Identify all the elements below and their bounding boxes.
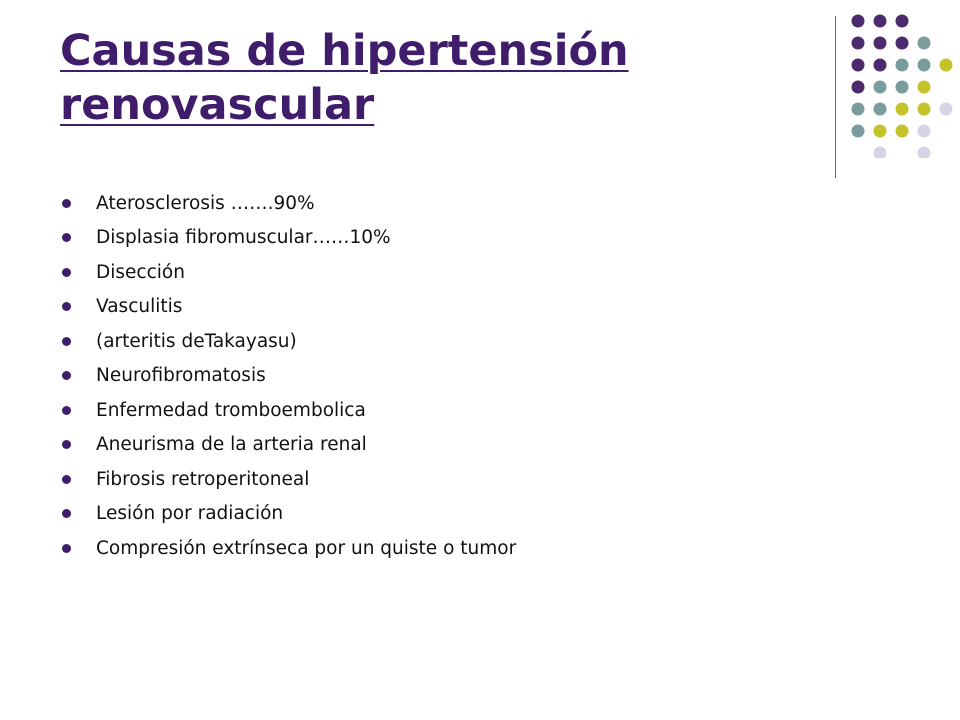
- bullet-item: [62, 462, 782, 497]
- bullet-item: [62, 531, 782, 566]
- bullet-item: [62, 324, 782, 359]
- decor-dot: [874, 125, 887, 138]
- bullet-marker: [62, 337, 71, 346]
- decor-dot: [918, 103, 931, 116]
- bullet-text: Fibrosis retroperitoneal: [96, 468, 310, 490]
- bullet-text: (arteritis deTakayasu): [96, 330, 297, 352]
- vertical-divider: [835, 16, 836, 178]
- bullet-text: Lesión por radiación: [96, 503, 284, 525]
- bullet-marker: [62, 544, 71, 553]
- decor-dot: [874, 103, 887, 116]
- decor-dot: [896, 125, 909, 138]
- bullet-item: [62, 255, 782, 290]
- bullet-text: Vasculitis: [96, 296, 183, 318]
- bullet-text: Compresión extrínseca por un quiste o tumor: [96, 537, 517, 559]
- decorative-dot-grid: [844, 8, 956, 158]
- bullet-text: Disección: [96, 261, 185, 283]
- slide-title-line-2: renovascular: [60, 80, 375, 130]
- slide-title: [60, 24, 780, 132]
- bullet-marker: [62, 302, 71, 311]
- decor-dot: [852, 15, 865, 28]
- decor-dot: [918, 59, 931, 72]
- decor-dot: [918, 37, 931, 50]
- bullet-marker: [62, 233, 71, 242]
- bullet-marker: [62, 440, 71, 449]
- decor-dot: [918, 81, 931, 94]
- bullet-marker: [62, 199, 71, 208]
- decor-dot: [852, 59, 865, 72]
- decor-dot: [896, 81, 909, 94]
- decor-dot: [918, 125, 931, 138]
- bullet-marker: [62, 371, 71, 380]
- decor-dot: [896, 103, 909, 116]
- decor-dot: [852, 37, 865, 50]
- decor-dot: [874, 15, 887, 28]
- bullet-list: [62, 186, 782, 566]
- bullet-item: [62, 393, 782, 428]
- bullet-item: [62, 428, 782, 463]
- decor-dot: [852, 103, 865, 116]
- decor-dot: [874, 147, 887, 159]
- bullet-text: Aterosclerosis …….90%: [96, 192, 315, 214]
- decor-dot: [940, 103, 953, 116]
- decor-dot: [896, 59, 909, 72]
- bullet-marker: [62, 475, 71, 484]
- decor-dot: [918, 147, 931, 159]
- bullet-text: Neurofibromatosis: [96, 365, 266, 387]
- decor-dot: [852, 81, 865, 94]
- bullet-item: [62, 359, 782, 394]
- decor-dot: [896, 37, 909, 50]
- bullet-text: Displasia fibromuscular……10%: [96, 227, 391, 249]
- decor-dot: [874, 37, 887, 50]
- decor-dot: [874, 81, 887, 94]
- bullet-text: Enfermedad tromboembolica: [96, 399, 366, 421]
- bullet-text: Aneurisma de la arteria renal: [96, 434, 367, 456]
- bullet-marker: [62, 406, 71, 415]
- bullet-marker: [62, 509, 71, 518]
- decor-dot: [874, 59, 887, 72]
- bullet-item: [62, 186, 782, 221]
- bullet-item: [62, 497, 782, 532]
- bullet-item: [62, 221, 782, 256]
- decor-dot: [940, 59, 953, 72]
- slide-title-line-1: Causas de hipertensión: [60, 26, 629, 76]
- bullet-item: [62, 290, 782, 325]
- decor-dot: [852, 125, 865, 138]
- bullet-marker: [62, 268, 71, 277]
- decor-dot: [896, 15, 909, 28]
